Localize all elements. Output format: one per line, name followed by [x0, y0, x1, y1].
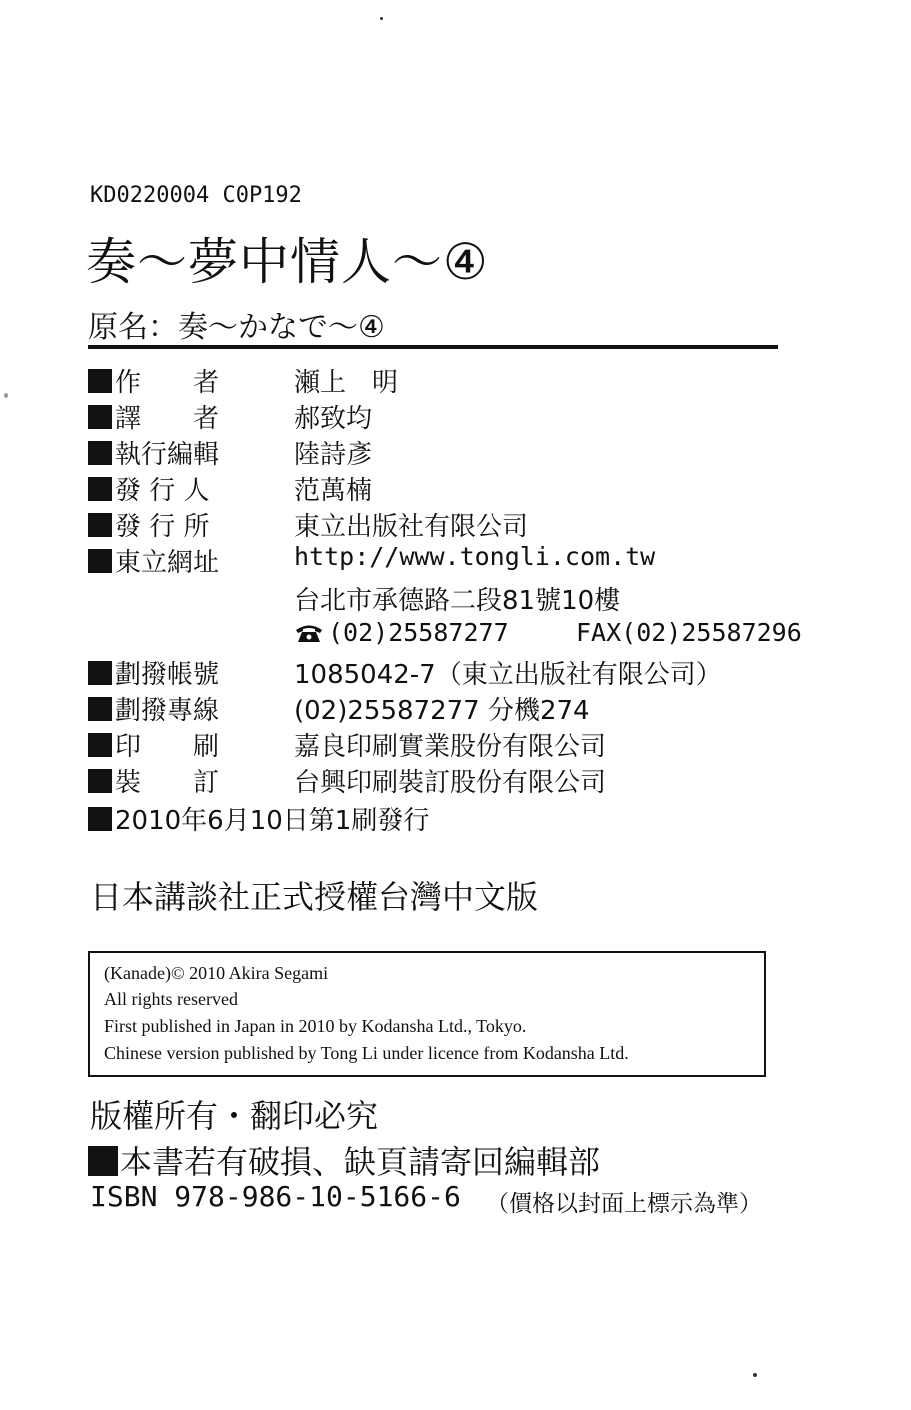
copyright-box — [88, 951, 766, 1077]
bullet-square-icon — [88, 369, 112, 393]
credit-row-publishing-house — [88, 506, 529, 542]
bullet-square-icon — [88, 513, 112, 537]
credit-value: 郝致均 — [294, 404, 373, 434]
copyright-line: All rights reserved — [104, 989, 238, 1009]
book-title: 奏～夢中情人～④ — [86, 233, 489, 291]
credit-row-postal-account — [88, 654, 722, 690]
credit-row-publisher — [88, 470, 373, 506]
authorization-notice: 日本講談社正式授權台灣中文版 — [90, 878, 539, 916]
telephone-icon — [294, 623, 324, 643]
credit-label: 東立網址 — [115, 548, 220, 578]
product-code: KD0220004 C0P192 — [90, 183, 302, 208]
credit-label: 劃撥專線 — [115, 696, 220, 726]
credit-label: 譯 者 — [115, 404, 220, 434]
credit-value: 1085042-7（東立出版社有限公司） — [294, 660, 722, 690]
copyright-line: First published in Japan in 2010 by Kodansha Ltd., Tokyo. — [104, 1016, 527, 1036]
bullet-square-icon — [88, 441, 112, 465]
bullet-square-icon — [88, 733, 112, 757]
credit-value: 瀬上 明 — [294, 368, 399, 398]
isbn: ISBN 978-986-10-5166-6 — [90, 1180, 461, 1213]
phone-line — [294, 618, 802, 647]
damage-notice — [88, 1137, 600, 1183]
original-title: 原名：奏～かなで～④ — [88, 310, 385, 345]
bullet-square-icon — [88, 405, 112, 429]
scan-speck — [753, 1373, 757, 1377]
credit-label: 印 刷 — [115, 732, 220, 762]
phone-number: (02)25587277 — [328, 618, 509, 647]
rights-notice: 版權所有・翻印必究 — [90, 1097, 379, 1135]
bullet-square-icon — [88, 477, 112, 501]
copyright-line: (Kanade)© 2010 Akira Segami — [104, 963, 329, 983]
credit-label: 裝 訂 — [115, 768, 220, 798]
credit-row-website — [88, 542, 656, 578]
bullet-square-icon — [88, 807, 112, 831]
bullet-square-icon — [88, 1146, 118, 1176]
scan-speck — [380, 17, 383, 20]
website-url: http://www.tongli.com.tw — [294, 542, 656, 571]
credit-value: 嘉良印刷實業股份有限公司 — [294, 732, 607, 762]
credit-label: 劃撥帳號 — [115, 660, 220, 690]
credit-row-binding — [88, 762, 607, 798]
edition-text: 2010年6月10日第1刷發行 — [115, 806, 430, 836]
bullet-square-icon — [88, 549, 112, 573]
credit-label: 執行編輯 — [115, 440, 220, 470]
credit-label: 發 行 所 — [115, 512, 210, 542]
bullet-square-icon — [88, 697, 112, 721]
scan-speck — [4, 393, 8, 398]
credit-label: 發 行 人 — [115, 476, 210, 506]
credit-value: 范萬楠 — [294, 476, 373, 506]
edition-line — [88, 800, 429, 836]
bullet-square-icon — [88, 661, 112, 685]
credit-row-author — [88, 362, 399, 398]
title-divider — [88, 345, 778, 349]
credit-row-editor — [88, 434, 373, 470]
credit-row-postal-hotline — [88, 690, 590, 726]
price-note: （價格以封面上標示為準） — [486, 1191, 762, 1217]
credit-row-printing — [88, 726, 607, 762]
credit-row-translator — [88, 398, 373, 434]
copyright-line: Chinese version published by Tong Li under licence from Kodansha Ltd. — [104, 1043, 629, 1063]
credit-value: 陸詩彥 — [294, 440, 373, 470]
credit-label: 作 者 — [115, 368, 220, 398]
bullet-square-icon — [88, 769, 112, 793]
credit-value: 東立出版社有限公司 — [294, 512, 529, 542]
credit-value: (02)25587277 分機274 — [294, 696, 590, 726]
damage-notice-text: 本書若有破損、缺頁請寄回編輯部 — [120, 1143, 601, 1181]
address: 台北市承德路二段81號10樓 — [294, 586, 621, 616]
fax-number: FAX(02)25587296 — [576, 618, 802, 647]
credit-value: 台興印刷裝訂股份有限公司 — [294, 768, 607, 798]
